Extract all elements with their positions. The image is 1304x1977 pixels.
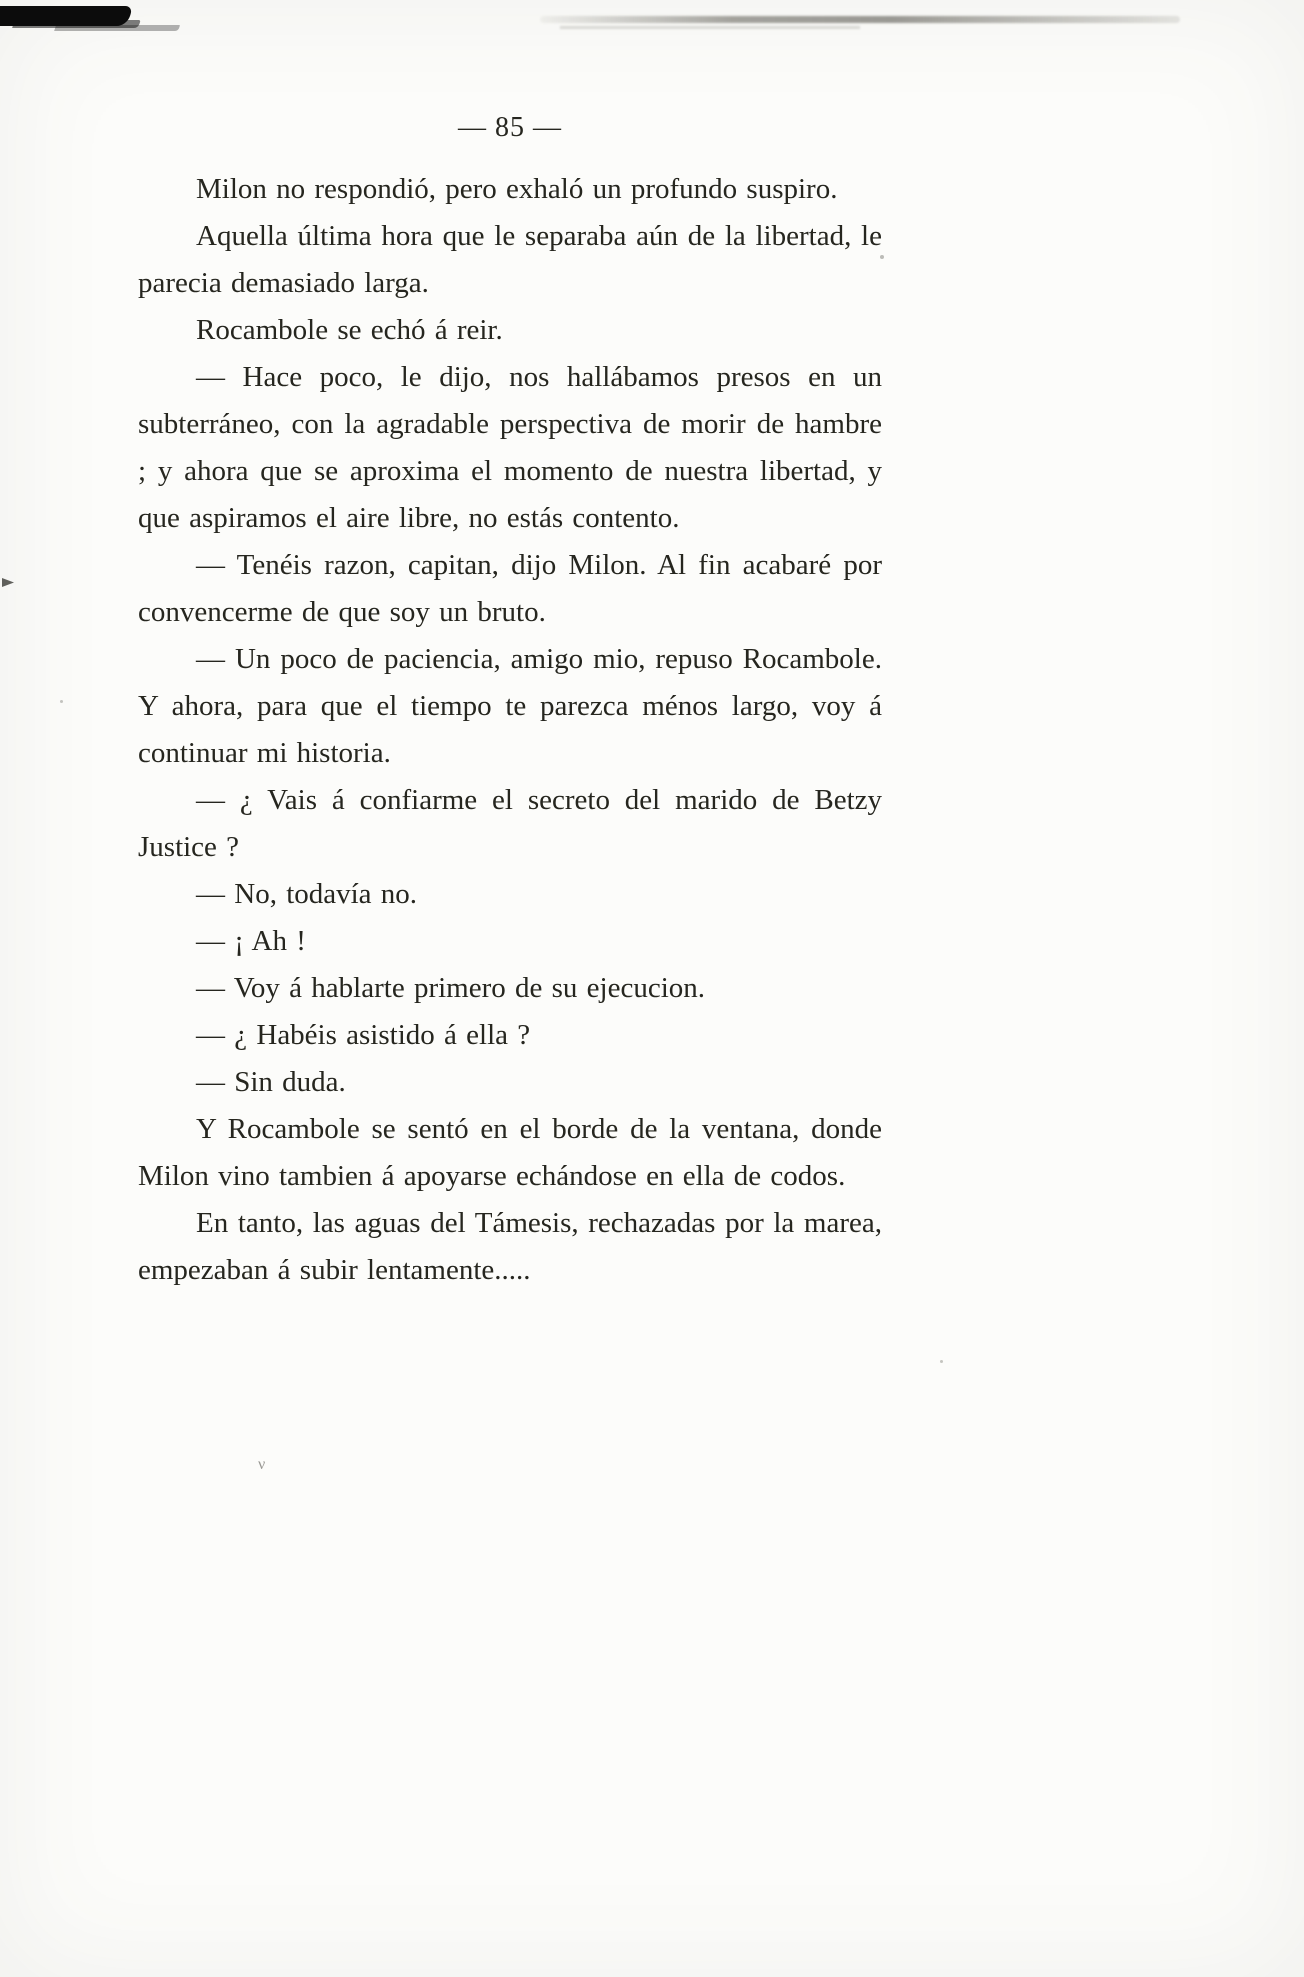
body-text (138, 166, 882, 1294)
paragraph: Rocambole se echó á reir. (196, 314, 503, 346)
scan-streak-top-right-secondary (560, 26, 860, 29)
paragraph: — Voy á hablarte primero de su ejecucion. (196, 972, 705, 1004)
paragraph: Milon no respondió, pero exhaló un profundo suspiro. (196, 173, 838, 205)
paragraph: — Tenéis razon, capitan, dijo Milon. Al fin acabaré por convencerme de que soy un bruto. (138, 549, 882, 628)
page-number: — 85 — (458, 112, 562, 143)
scan-speck-bottom: ν (258, 1456, 266, 1473)
paragraph: — Hace poco, le dijo, nos hallábamos presos en un subterráneo, con la agradable perspectiva de morir de hambre ; y ahora que se aproxima el momento de nuestra libertad, y que aspiramos el aire libre, no estás contento. (138, 361, 882, 534)
scan-smudge-top-left (0, 6, 133, 26)
paragraph: — ¡ Ah ! (196, 925, 306, 957)
scan-speck (940, 1360, 943, 1363)
scan-mark-left-margin (2, 578, 14, 587)
scan-speck (60, 700, 63, 703)
paragraph: Y Rocambole se sentó en el borde de la ventana, donde Milon vino tambien á apoyarse echándose en ella de codos. (138, 1113, 882, 1192)
paragraph: — Sin duda. (196, 1066, 346, 1098)
paragraph: — Un poco de paciencia, amigo mio, repuso Rocambole. Y ahora, para que el tiempo te parezca ménos largo, voy á continuar mi historia. (138, 643, 882, 769)
paragraph: — ¿ Vais á confiarme el secreto del marido de Betzy Justice ? (138, 784, 882, 863)
paragraph: — No, todavía no. (196, 878, 418, 910)
text-block (138, 112, 882, 1294)
paragraph: En tanto, las aguas del Támesis, rechazadas por la marea, empezaban á subir lentamente..... (138, 1207, 882, 1286)
scan-streak-top-right (540, 16, 1180, 23)
paragraph: Aquella última hora que le separaba aún de la libertad, le parecia demasiado larga. (138, 220, 882, 299)
paragraph: — ¿ Habéis asistido á ella ? (196, 1019, 531, 1051)
